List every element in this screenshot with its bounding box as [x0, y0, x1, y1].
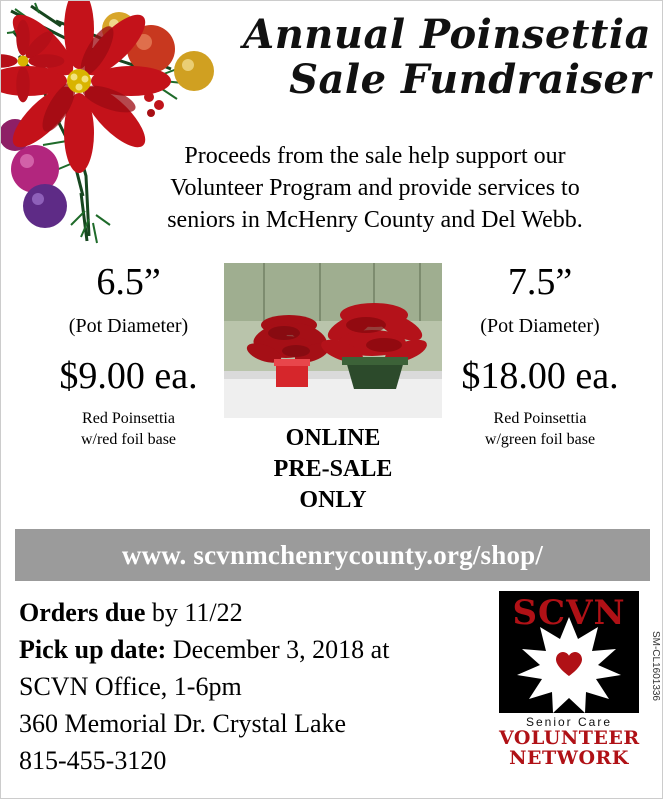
- right-variety-description: [429, 408, 651, 451]
- orders-due-value: by 11/22: [145, 598, 243, 627]
- proceeds-line-1: Proceeds from the sale help support our: [184, 143, 566, 169]
- ad-reference-code: SM-CL1601336: [650, 630, 661, 701]
- right-size-label: 7.5”: [507, 261, 573, 303]
- scvn-logo-mark: [499, 591, 639, 713]
- website-url-text[interactable]: www. scvnmchenrycounty.org/shop/: [121, 539, 544, 570]
- page-title: [241, 13, 651, 103]
- orders-due-line: [19, 595, 499, 632]
- proceeds-line-2: Volunteer Program and provide services to: [170, 174, 580, 201]
- headline-line-2: Sale Fundraiser: [289, 55, 651, 103]
- scvn-logo: [499, 591, 639, 776]
- left-variety-description: [21, 408, 236, 451]
- poinsettia-photo: [224, 263, 442, 418]
- pickup-date-line: [19, 632, 499, 669]
- right-variety-line-1: Red Poinsettia: [493, 409, 587, 427]
- scvn-tagline: Senior Care: [525, 715, 613, 729]
- scvn-name: [499, 729, 639, 769]
- right-pot-diameter-label: (Pot Diameter): [480, 314, 600, 337]
- website-url-banner[interactable]: [15, 529, 650, 581]
- address-line: 360 Memorial Dr. Crystal Lake: [19, 708, 347, 738]
- left-variety-line-1: Red Poinsettia: [82, 409, 175, 427]
- phone-line[interactable]: 815-455-3120: [19, 745, 167, 775]
- presale-notice: [224, 423, 442, 517]
- scvn-name-line-1: VOLUNTEER: [499, 727, 640, 749]
- proceeds-paragraph: [101, 141, 649, 237]
- left-size-label: 6.5”: [96, 261, 161, 303]
- heart-icon: [555, 651, 583, 677]
- presale-line-1: ONLINE: [285, 425, 381, 451]
- presale-line-2: PRE-SALE: [273, 456, 393, 483]
- pickup-location-line: SCVN Office, 1-6pm: [19, 671, 242, 701]
- presale-line-3: ONLY: [299, 487, 367, 514]
- scvn-name-line-2: NETWORK: [509, 746, 629, 769]
- left-variety-line-2: w/red foil base: [80, 431, 177, 449]
- left-price-label: $9.00 ea.: [59, 354, 198, 397]
- left-pot-diameter-label: (Pot Diameter): [68, 314, 189, 337]
- headline-line-1: Annual Poinsettia: [243, 11, 651, 58]
- pickup-date-label: Pick up date:: [19, 634, 167, 664]
- right-price-label: $18.00 ea.: [461, 354, 619, 397]
- orders-due-label: Orders due: [19, 598, 146, 627]
- scvn-logo-wordmark: SCVN: [512, 593, 626, 633]
- pickup-date-value: December 3, 2018 at: [166, 634, 390, 664]
- order-details: [19, 595, 499, 780]
- product-option-left: [21, 263, 236, 451]
- proceeds-line-3: seniors in McHenry County and Del Webb.: [167, 206, 583, 233]
- right-variety-line-2: w/green foil base: [484, 431, 596, 449]
- product-option-right: [429, 263, 651, 451]
